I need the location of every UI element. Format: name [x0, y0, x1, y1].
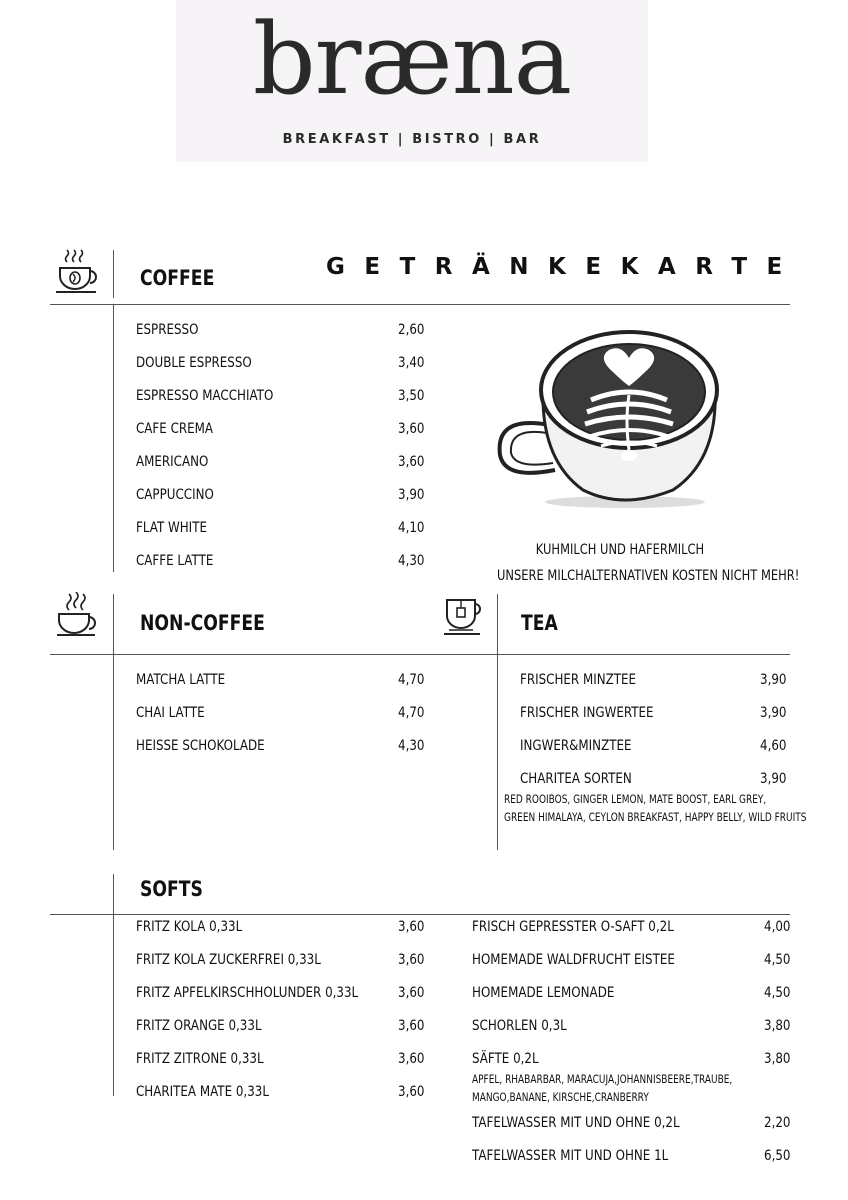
menu-item-price: 6,50: [764, 1148, 791, 1164]
menu-item-price: 4,70: [398, 705, 425, 721]
menu-item-name: DOUBLE ESPRESSO: [136, 355, 252, 371]
menu-item-price: 2,20: [764, 1115, 791, 1131]
menu-item-price: 3,60: [398, 421, 425, 437]
menu-item-price: 4,60: [760, 738, 787, 754]
divider: [50, 654, 790, 655]
menu-item-name: SCHORLEN 0,3L: [472, 1018, 567, 1034]
menu-item-price: 4,10: [398, 520, 425, 536]
menu-item-name: HOMEMADE WALDFRUCHT EISTEE: [472, 952, 675, 968]
logo-tagline: BREAKFAST | BISTRO | BAR: [282, 132, 542, 147]
logo-wordmark: bræna: [252, 3, 572, 117]
menu-item-name: CAPPUCCINO: [136, 487, 214, 503]
milk-note: KUHMILCH UND HAFERMILCH: [535, 542, 705, 558]
divider: [497, 594, 498, 850]
milk-note: UNSERE MILCHALTERNATIVEN KOSTEN NICHT MEHR!: [497, 568, 800, 584]
menu-item-name: TAFELWASSER MIT UND OHNE 0,2L: [472, 1115, 680, 1131]
divider: [113, 304, 114, 572]
tea-bag-cup-icon: [443, 594, 483, 638]
divider: [113, 654, 114, 850]
menu-item-price: 4,50: [764, 952, 791, 968]
menu-item-price: 3,80: [764, 1051, 791, 1067]
divider: [113, 250, 114, 298]
menu-item-name: SÄFTE 0,2L: [472, 1051, 539, 1067]
menu-item-price: 3,90: [760, 705, 787, 721]
steaming-cup-icon: [55, 592, 101, 638]
menu-item-name: AMERICANO: [136, 454, 209, 470]
menu-item-price: 4,30: [398, 738, 425, 754]
menu-item-price: 3,90: [760, 771, 787, 787]
menu-item-name: FRITZ ZITRONE 0,33L: [136, 1051, 264, 1067]
menu-item-price: 4,70: [398, 672, 425, 688]
menu-item-price: 3,80: [764, 1018, 791, 1034]
menu-item-name: FRISCHER INGWERTEE: [520, 705, 654, 721]
juices-description: APFEL, RHABARBAR, MARACUJA,JOHANNISBEERE,TRAUBE,: [472, 1072, 733, 1086]
menu-item-name: HOMEMADE LEMONADE: [472, 985, 615, 1001]
divider: [50, 304, 790, 305]
noncoffee-section-title: NON-COFFEE: [140, 611, 265, 635]
menu-item-name: FRITZ ORANGE 0,33L: [136, 1018, 262, 1034]
latte-art-cup-illustration: [495, 330, 735, 510]
menu-item-price: 3,60: [398, 985, 425, 1001]
divider: [113, 594, 114, 654]
page-title: GETRÄNKEKARTE: [326, 254, 802, 280]
menu-item-price: 4,00: [764, 919, 791, 935]
menu-item-name: ESPRESSO: [136, 322, 199, 338]
menu-item-price: 2,60: [398, 322, 425, 338]
menu-item-name: INGWER&MINZTEE: [520, 738, 632, 754]
menu-item-name: CAFE CREMA: [136, 421, 214, 437]
menu-item-price: 3,60: [398, 1018, 425, 1034]
menu-item-name: FRISCHER MINZTEE: [520, 672, 637, 688]
menu-item-name: CHARITEA SORTEN: [520, 771, 632, 787]
menu-item-name: TAFELWASSER MIT UND OHNE 1L: [472, 1148, 669, 1164]
menu-item-name: MATCHA LATTE: [136, 672, 226, 688]
juices-description: MANGO,BANANE, KIRSCHE,CRANBERRY: [472, 1090, 649, 1104]
tea-section-title: TEA: [521, 611, 558, 635]
coffee-section-title: COFFEE: [140, 266, 215, 290]
coffee-bean-cup-icon: [55, 248, 101, 298]
menu-item-price: 3,90: [398, 487, 425, 503]
menu-item-price: 4,50: [764, 985, 791, 1001]
menu-item-price: 3,60: [398, 454, 425, 470]
tea-sorts-description: RED ROOIBOS, GINGER LEMON, MATE BOOST, EARL GREY,: [504, 792, 767, 806]
menu-item-name: FRITZ APFELKIRSCHHOLUNDER 0,33L: [136, 985, 359, 1001]
menu-item-price: 4,30: [398, 553, 425, 569]
menu-item-name: HEISSE SCHOKOLADE: [136, 738, 265, 754]
menu-item-price: 3,60: [398, 1084, 425, 1100]
divider: [113, 874, 114, 914]
menu-item-price: 3,60: [398, 919, 425, 935]
softs-section-title: SOFTS: [140, 877, 203, 901]
menu-item-price: 3,60: [398, 1051, 425, 1067]
menu-item-price: 3,50: [398, 388, 425, 404]
tea-sorts-description: GREEN HIMALAYA, CEYLON BREAKFAST, HAPPY BELLY, WILD FRUITS: [504, 810, 807, 824]
menu-item-price: 3,90: [760, 672, 787, 688]
menu-item-name: CHAI LATTE: [136, 705, 205, 721]
menu-item-name: CHARITEA MATE 0,33L: [136, 1084, 269, 1100]
logo: [176, 0, 648, 162]
menu-item-name: FRITZ KOLA ZUCKERFREI 0,33L: [136, 952, 321, 968]
menu-item-name: CAFFE LATTE: [136, 553, 214, 569]
divider: [113, 914, 114, 1096]
menu-item-price: 3,60: [398, 952, 425, 968]
menu-item-name: FRITZ KOLA 0,33L: [136, 919, 243, 935]
menu-item-name: FLAT WHITE: [136, 520, 207, 536]
divider: [50, 914, 790, 915]
menu-item-price: 3,40: [398, 355, 425, 371]
menu-item-name: ESPRESSO MACCHIATO: [136, 388, 274, 404]
menu-item-name: FRISCH GEPRESSTER O-SAFT 0,2L: [472, 919, 674, 935]
